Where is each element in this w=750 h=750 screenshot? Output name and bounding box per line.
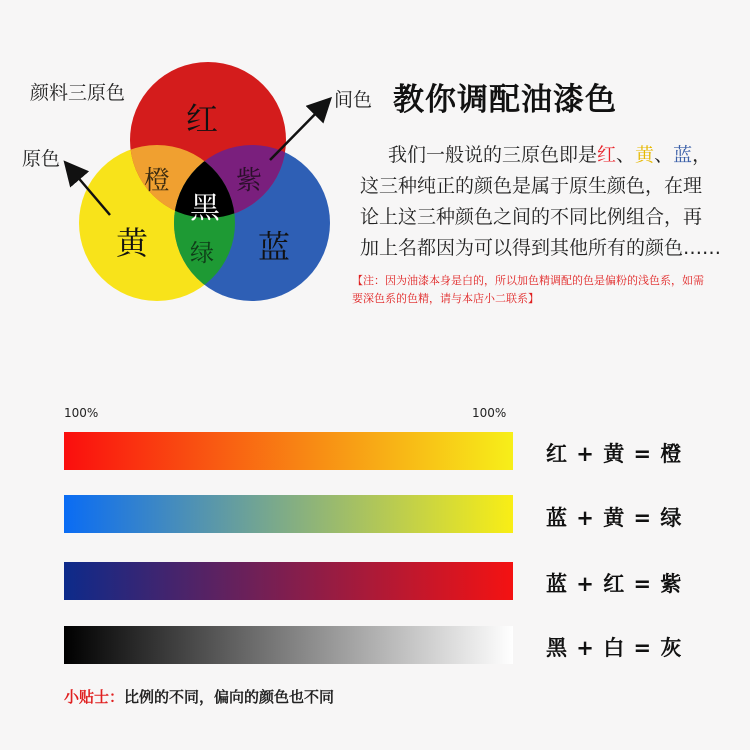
paragraph-line-3: 论上这三种颜色之间的不同比例组合，再 (360, 206, 703, 228)
orange-label: 橙 (144, 166, 171, 196)
scale-left-percent: 100% (64, 406, 99, 420)
scale-right-percent: 100% (472, 406, 507, 420)
gradient-bar-blue-red (64, 562, 513, 600)
purple-label: 紫 (236, 166, 263, 196)
yellow-highlight: 黄 (635, 144, 655, 166)
venn-caption: 颜料三原色 (30, 82, 126, 104)
paragraph-line-1-suffix: ， (692, 144, 712, 166)
note-line-1: 【注：因为油漆本身是白的，所以加色精调配的色是偏粉的浅色系，如需 (352, 274, 704, 287)
equation-black-white: 黑 + 白 = 灰 (546, 636, 683, 660)
yellow-label: 黄 (116, 224, 149, 262)
gradient-bar-blue-yellow (64, 495, 513, 533)
black-label: 黑 (190, 191, 220, 226)
equation-red-yellow: 红 + 黄 = 橙 (546, 442, 683, 466)
separator-1: 、 (616, 144, 636, 166)
gradient-bar-black-white (64, 626, 513, 664)
equation-blue-yellow: 蓝 + 黄 = 绿 (546, 506, 683, 530)
page-title: 教你调配油漆色 (393, 82, 617, 118)
paragraph-line-4: 加上名都因为可以得到其他所有的颜色…… (360, 237, 722, 259)
primary-color-label: 原色 (22, 148, 61, 170)
paragraph-line-1-prefix: 我们一般说的三原色即是 (388, 144, 598, 166)
tip-line (64, 686, 334, 707)
green-label: 绿 (190, 239, 214, 267)
separator-2: 、 (654, 144, 674, 166)
blue-highlight: 蓝 (673, 144, 693, 166)
gradient-bar-red-yellow (64, 432, 513, 470)
paragraph-line-2: 这三种纯正的颜色是属于原生颜色，在理 (360, 175, 703, 197)
red-label: 红 (186, 100, 219, 138)
tip-prefix: 小贴士： (64, 688, 125, 706)
tip-text: 比例的不同，偏向的颜色也不同 (124, 688, 335, 706)
blue-label: 蓝 (258, 228, 291, 266)
secondary-color-label: 间色 (334, 89, 373, 111)
paragraph-line-1 (388, 140, 711, 167)
equation-blue-red: 蓝 + 红 = 紫 (546, 572, 683, 596)
red-highlight: 红 (597, 144, 617, 166)
note-line-2: 要深色系的色精，请与本店小二联系】 (352, 292, 539, 305)
